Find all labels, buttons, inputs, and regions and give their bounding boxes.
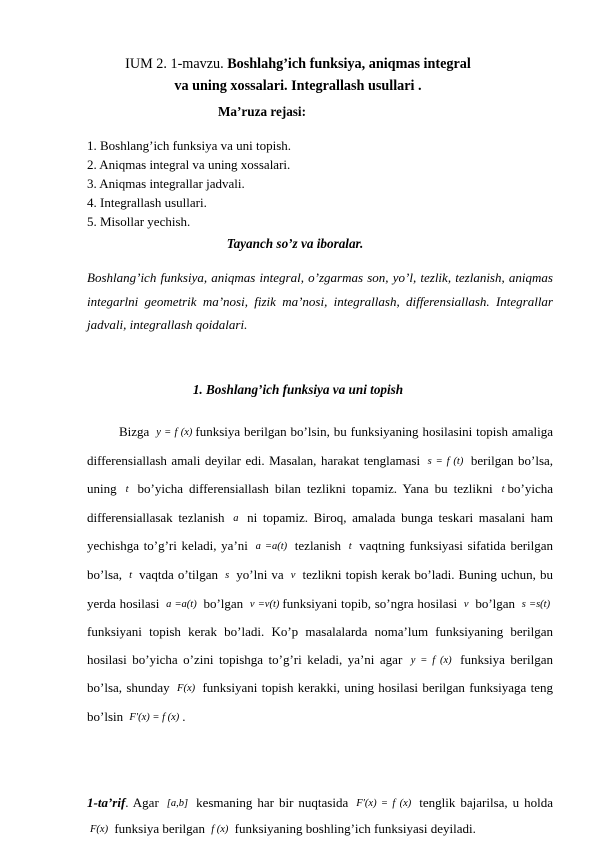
definition-label: 1-ta’rif bbox=[87, 795, 126, 810]
keywords-heading: Tayanch so’z va iboralar. bbox=[226, 236, 364, 251]
document-title-line-2: va uning xossalari. Integrallash usullari . bbox=[174, 78, 422, 94]
math-formula: a =a(t) bbox=[255, 541, 288, 553]
math-formula: a =a(t) bbox=[166, 598, 197, 610]
math-formula: a bbox=[233, 512, 239, 524]
keywords-text: Boshlang’ich funksiya, aniqmas integral, o’zgarmas son, yo’l, tezlik, tezlanish, aniqmas integarlni geometrik ma’nosi, fizik ma’nosi, integrallash, differensiallash. Integrallar jadvali, integrallash qoidalari. bbox=[87, 270, 553, 332]
plan-item: 3. Aniqmas integrallar jadvali. bbox=[87, 176, 245, 191]
math-formula: F′(x) = f (x) bbox=[129, 711, 180, 723]
title-prefix: IUM 2. 1-mavzu. bbox=[125, 56, 228, 72]
section-paragraph: Bizga y = f (x) funksiya berilgan bo’lsin, bu funksiyaning hosilasini topish amaliga differensiallash amali deyilar edi. Masalan, harakat tenglamasi s = f (t) berilgan bo’lsa, uning t bo’yicha differensiallash bilan tezlikni topamiz. Yana bu tezlikni t bo’yicha differensiallasak tezlanish a ni topamiz. Biroq, amalada bunga teskari masalani ham yechishga to’g’ri keladi, ya’ni a =a(t) tezlanish t vaqtning funksiyasi sifatida berilgan bo’lsa, t vaqtda o’tilgan s yo’lni va v tezlikni topish kerak bo’ladi. Buning uchun, bu yerda hosilasi a =a(t) bo’lgan v =v(t) funksiyani topib, so’ngra hosilasi v bo’lgan s =s(t) funksiyani topish kerak bo’ladi. Ko’p masalalarda noma’lum funksiyaning berilgan hosilasi bo’yicha o’zini topishga to’g’ri keladi, ya’ni agar y = f (x) funksiya berilgan bo’lsa, shunday F(x) funksiyani topish kerakki, uning hosilasi berilgan funksiyaga teng bo’lsin F′(x) = f (x) . bbox=[87, 424, 554, 724]
title-bold: Boshlahg’ich funksiya, aniqmas integral bbox=[227, 56, 471, 72]
math-formula: F′(x) = f (x) bbox=[356, 798, 412, 809]
math-formula: t bbox=[348, 541, 352, 553]
math-formula: s =s(t) bbox=[521, 598, 551, 610]
plan-item: 2. Aniqmas integral va uning xossalari. bbox=[87, 157, 291, 172]
math-formula: v =v(t) bbox=[249, 598, 280, 610]
plan-item: 1. Boshlang’ich funksiya va uni topish. bbox=[87, 138, 292, 153]
math-formula: [a,b] bbox=[166, 798, 189, 809]
math-formula: t bbox=[129, 569, 133, 581]
math-formula: v bbox=[463, 598, 469, 610]
math-formula: v bbox=[290, 569, 296, 581]
plan-item: 4. Integrallash usullari. bbox=[87, 195, 207, 210]
math-formula: F(x) bbox=[90, 824, 109, 835]
math-formula: s = f (t) bbox=[427, 455, 464, 467]
plan-list bbox=[87, 136, 291, 231]
math-formula: s bbox=[225, 569, 230, 581]
plan-item: 5. Misollar yechish. bbox=[87, 214, 191, 229]
section-heading: 1. Boshlang’ich funksiya va uni topish bbox=[192, 382, 404, 397]
plan-heading: Ma’ruza rejasi: bbox=[217, 104, 306, 119]
math-formula: y = f (x) bbox=[410, 654, 452, 666]
document-title-line-1 bbox=[0, 56, 596, 73]
definition-paragraph: 1-ta’rif. Agar [a,b] kesmaning har bir nuqtasida F′(x) = f (x) tenglik bajarilsa, u holda F(x) funksiya berilgan f (x) funksiyaning boshling’ich funksiyasi deyiladi. bbox=[87, 795, 553, 836]
math-formula: f (x) bbox=[211, 824, 229, 835]
math-formula: F(x) bbox=[177, 683, 196, 695]
math-formula: y = f (x) bbox=[156, 427, 193, 438]
math-formula: t bbox=[501, 484, 505, 496]
math-formula: t bbox=[125, 484, 129, 496]
